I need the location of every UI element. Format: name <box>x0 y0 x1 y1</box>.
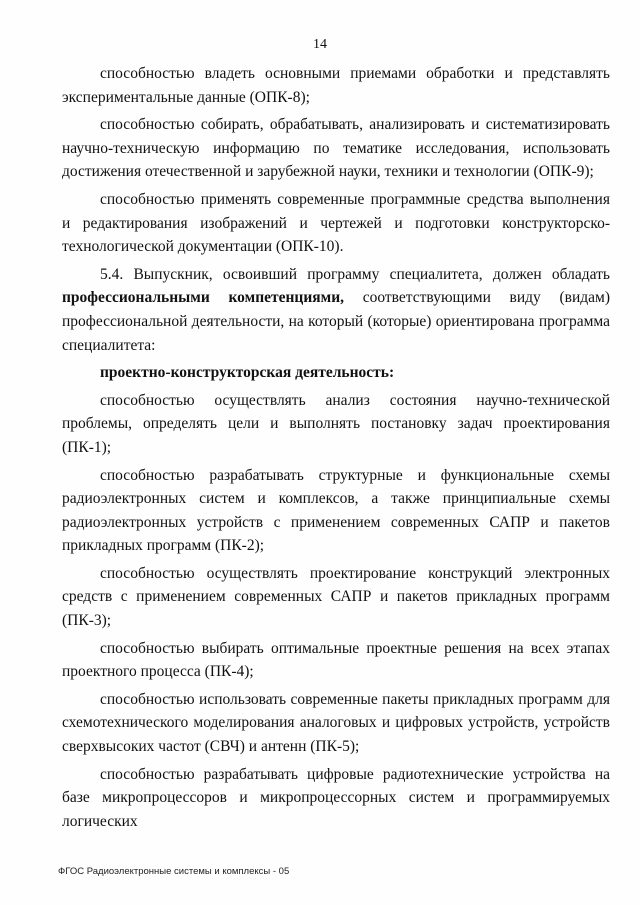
section-5-4-bold-term: профессиональными компетенциями, <box>62 289 345 307</box>
activity-heading: проектно-конструкторская деятельность: <box>100 364 395 382</box>
section-5-4-text-end: соответствующими виду (видам) профессиональной деятельности, на который (которые) ориентирована программа специалитета: <box>62 289 610 354</box>
paragraph-pk-5: способностью использовать современные пакеты прикладных программ для схемотехнического моделирования аналоговых и цифровых устройств, устройств сверхвысоких частот (СВЧ) и антенн (ПК-5); <box>62 690 610 756</box>
paragraph-pk-6-partial: способностью разрабатывать цифровые радиотехнические устройства на базе микропроцессоров и микропроцессорных систем и программируемых логических <box>62 765 610 830</box>
section-5-4-text-start: 5.4. Выпускник, освоивший программу специалитета, должен обладать <box>100 265 610 283</box>
paragraph-pk-3: способностью осуществлять проектирование конструкций электронных средств с применением современных САПР и пакетов прикладных программ (ПК-3); <box>62 564 610 630</box>
page-number: 14 <box>313 37 327 52</box>
footer-text: ФГОС Радиоэлектронные системы и комплексы - 05 <box>58 866 290 877</box>
paragraph-opk-8: способностью владеть основными приемами обработки и представлять экспериментальные данные (ОПК-8); <box>62 65 610 106</box>
paragraph-pk-1: способностью осуществлять анализ состояния научно-технической проблемы, определять цели и выполнять постановку задач проектирования (ПК-1); <box>62 391 610 456</box>
paragraph-opk-9: способностью собирать, обрабатывать, анализировать и систематизировать научно-техническую информацию по тематике исследования, использовать достижения отечественной и зарубежной науки, техники и технологии (ОПК-9); <box>62 116 610 181</box>
document-body <box>62 62 610 837</box>
paragraph-opk-10: способностью применять современные программные средства выполнения и редактирования изображений и чертежей и подготовки конструкторско-технологической документации (ОПК-10). <box>62 190 610 256</box>
paragraph-pk-2: способностью разрабатывать структурные и функциональные схемы радиоэлектронных систем и комплексов, а также принципиальные схемы радиоэлектронных устройств с применением современных САПР и пакетов прикладных программ (ПК-2); <box>62 466 610 555</box>
paragraph-section-5-4 <box>62 263 610 357</box>
paragraph-pk-4: способностью выбирать оптимальные проектные решения на всех этапах проектного процесса (ПК-4); <box>62 639 610 681</box>
